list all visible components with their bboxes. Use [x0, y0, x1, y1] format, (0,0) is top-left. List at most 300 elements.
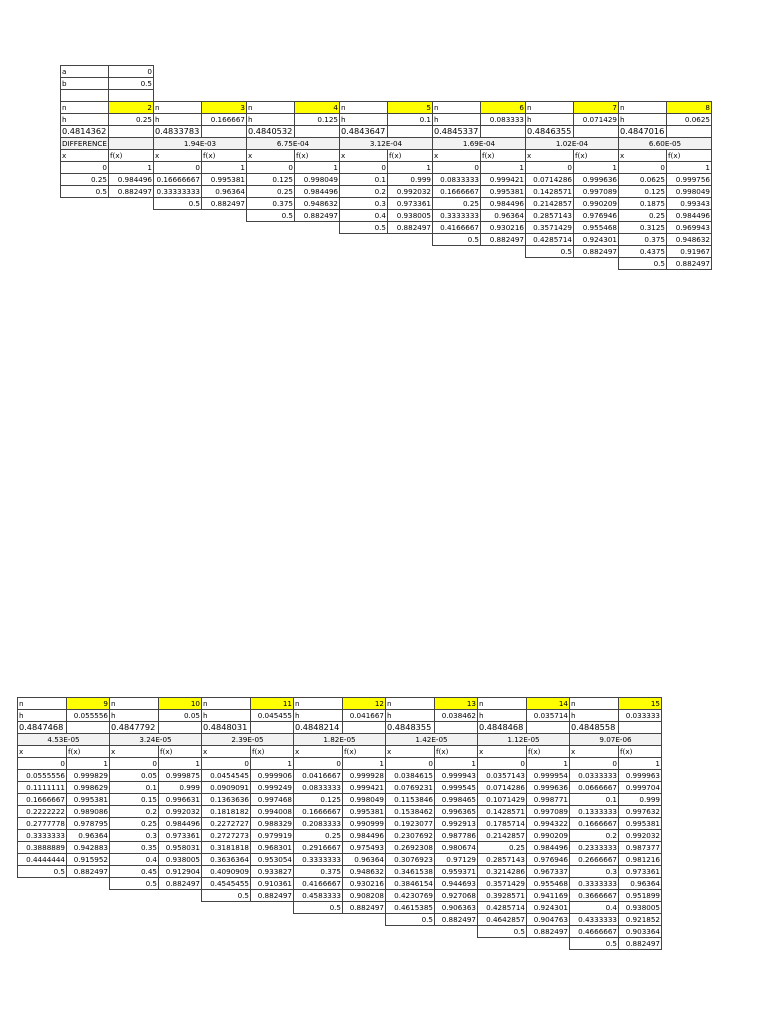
x-value: 0.3571429: [526, 222, 574, 234]
empty-cell: [109, 234, 154, 246]
fx-value: 0.999545: [435, 782, 478, 794]
fx-value: 0.91967: [667, 246, 712, 258]
x-value: 0: [294, 758, 343, 770]
fx-value: 0.930216: [481, 222, 526, 234]
empty-cell: [388, 78, 433, 90]
empty-cell: [202, 258, 247, 270]
fx-value: 1: [251, 758, 294, 770]
empty-cell: [154, 90, 202, 102]
fx-value: 0.951899: [619, 890, 662, 902]
empty-cell: [251, 902, 294, 914]
n-label: n: [526, 102, 574, 114]
fx-value: 0.994008: [251, 806, 294, 818]
difference-value: 9.07E-06: [570, 734, 662, 746]
fx-header: f(x): [343, 746, 386, 758]
x-header: x: [433, 150, 481, 162]
x-value: 0.2083333: [294, 818, 343, 830]
empty-cell: [67, 878, 110, 890]
fx-value: 0.984496: [481, 198, 526, 210]
fx-value: 0.998049: [667, 186, 712, 198]
fx-value: 0.998465: [435, 794, 478, 806]
empty-cell: [478, 938, 527, 950]
x-value: 0.1666667: [294, 806, 343, 818]
fx-value: 0.999421: [343, 782, 386, 794]
x-value: 0.0333333: [570, 770, 619, 782]
x-value: 0.2: [340, 186, 388, 198]
fx-value: 1: [109, 162, 154, 174]
result-value: 0.4848468: [478, 722, 527, 734]
x-value: 0.4: [570, 902, 619, 914]
x-value: 0.4285714: [526, 234, 574, 246]
fx-value: 0.882497: [159, 878, 202, 890]
empty-cell: [388, 246, 433, 258]
empty-cell: [202, 222, 247, 234]
fx-value: 0.997632: [619, 806, 662, 818]
empty-cell: [202, 234, 247, 246]
empty-cell: [202, 914, 251, 926]
x-value: 0.5: [154, 198, 202, 210]
empty-cell: [109, 198, 154, 210]
empty-cell: [481, 258, 526, 270]
x-value: 0.25: [619, 210, 667, 222]
fx-value: 0.96364: [202, 186, 247, 198]
fx-value: 0.948632: [343, 866, 386, 878]
fx-value: 1: [619, 758, 662, 770]
empty-cell: [294, 914, 343, 926]
empty-cell: [109, 246, 154, 258]
h-label: h: [18, 710, 67, 722]
fx-value: 0.96364: [343, 854, 386, 866]
fx-value: 0.998049: [295, 174, 340, 186]
empty-cell: [295, 78, 340, 90]
x-value: 0.4230769: [386, 890, 435, 902]
x-value: 0.5: [570, 938, 619, 950]
n-value: 11: [251, 698, 294, 710]
fx-header: f(x): [109, 150, 154, 162]
result-blank: [109, 126, 154, 138]
fx-value: 0.927068: [435, 890, 478, 902]
result-blank: [619, 722, 662, 734]
empty-cell: [18, 890, 67, 902]
x-value: 0.5: [247, 210, 295, 222]
x-value: 0.4642857: [478, 914, 527, 926]
x-value: 0.1785714: [478, 818, 527, 830]
fx-value: 0.999954: [527, 770, 570, 782]
fx-value: 1: [159, 758, 202, 770]
h-value: 0.1: [388, 114, 433, 126]
x-value: 0: [526, 162, 574, 174]
h-label: h: [340, 114, 388, 126]
empty-cell: [340, 66, 388, 78]
fx-header: f(x): [251, 746, 294, 758]
x-header: x: [202, 746, 251, 758]
x-value: 0.3571429: [478, 878, 527, 890]
empty-cell: [251, 926, 294, 938]
result-blank: [295, 126, 340, 138]
fx-value: 0.984496: [109, 174, 154, 186]
x-value: 0.25: [294, 830, 343, 842]
x-value: 0.25: [433, 198, 481, 210]
empty-cell: [667, 66, 712, 78]
empty-cell: [159, 914, 202, 926]
fx-value: 0.998049: [343, 794, 386, 806]
empty-cell: [435, 938, 478, 950]
empty-cell: [667, 78, 712, 90]
x-value: 0.1428571: [478, 806, 527, 818]
empty-cell: [154, 78, 202, 90]
x-value: 0.2333333: [570, 842, 619, 854]
result-value: 0.4847016: [619, 126, 667, 138]
empty-cell: [388, 66, 433, 78]
fx-value: 0.999943: [435, 770, 478, 782]
x-value: 0.0909091: [202, 782, 251, 794]
empty-cell: [110, 902, 159, 914]
empty-cell: [159, 926, 202, 938]
empty-cell: [526, 78, 574, 90]
x-value: 0.5: [18, 866, 67, 878]
result-blank: [251, 722, 294, 734]
fx-value: 0.984496: [159, 818, 202, 830]
h-label: h: [570, 710, 619, 722]
fx-value: 1: [574, 162, 619, 174]
x-value: 0.5: [386, 914, 435, 926]
fx-value: 0.882497: [295, 210, 340, 222]
difference-value: 1.82E-05: [294, 734, 386, 746]
h-value: 0.055556: [67, 710, 110, 722]
fx-value: 0.999636: [527, 782, 570, 794]
result-value: 0.4843647: [340, 126, 388, 138]
fx-value: 0.955468: [527, 878, 570, 890]
h-value: 0.041667: [343, 710, 386, 722]
fx-value: 0.903364: [619, 926, 662, 938]
empty-cell: [295, 234, 340, 246]
x-value: 0.1875: [619, 198, 667, 210]
fx-value: 0.938005: [619, 902, 662, 914]
x-value: 0.5: [61, 186, 109, 198]
difference-value: 3.24E-05: [110, 734, 202, 746]
fx-value: 1: [295, 162, 340, 174]
fx-value: 0.97129: [435, 854, 478, 866]
x-value: 0.3: [110, 830, 159, 842]
empty-cell: [619, 90, 667, 102]
x-value: 0.1: [570, 794, 619, 806]
empty-cell: [154, 222, 202, 234]
fx-header: f(x): [295, 150, 340, 162]
x-value: 0.3666667: [570, 890, 619, 902]
x-value: 0: [619, 162, 667, 174]
h-label: h: [202, 710, 251, 722]
empty-cell: [526, 66, 574, 78]
h-value: 0.038462: [435, 710, 478, 722]
result-blank: [388, 126, 433, 138]
h-value: 0.05: [159, 710, 202, 722]
empty-cell: [295, 246, 340, 258]
x-value: 0.4666667: [570, 926, 619, 938]
param-a-value: 0: [109, 66, 154, 78]
x-value: 0.5: [619, 258, 667, 270]
empty-cell: [247, 222, 295, 234]
param-b-value: 0.5: [109, 78, 154, 90]
h-label: h: [247, 114, 295, 126]
x-value: 0.25: [478, 842, 527, 854]
difference-value: 6.60E-05: [619, 138, 712, 150]
x-value: 0.0384615: [386, 770, 435, 782]
fx-value: 1: [481, 162, 526, 174]
fx-value: 0.999: [388, 174, 433, 186]
difference-blank: [109, 138, 154, 150]
fx-value: 0.984496: [667, 210, 712, 222]
h-label: h: [619, 114, 667, 126]
x-value: 0.1071429: [478, 794, 527, 806]
fx-value: 0.910361: [251, 878, 294, 890]
x-value: 0.375: [247, 198, 295, 210]
fx-value: 0.996631: [159, 794, 202, 806]
h-value: 0.083333: [481, 114, 526, 126]
empty-cell: [340, 246, 388, 258]
difference-value: 2.39E-05: [202, 734, 294, 746]
empty-cell: [110, 890, 159, 902]
n-label: n: [340, 102, 388, 114]
x-value: 0.4: [340, 210, 388, 222]
empty-cell: [435, 926, 478, 938]
fx-value: 0.995381: [481, 186, 526, 198]
x-value: 0.2916667: [294, 842, 343, 854]
result-blank: [574, 126, 619, 138]
fx-value: 1: [667, 162, 712, 174]
x-value: 0.1111111: [18, 782, 67, 794]
empty-cell: [202, 926, 251, 938]
fx-value: 0.999829: [67, 770, 110, 782]
result-blank: [667, 126, 712, 138]
x-value: 0.4166667: [294, 878, 343, 890]
empty-cell: [295, 90, 340, 102]
x-value: 0.3333333: [294, 854, 343, 866]
x-value: 0.4583333: [294, 890, 343, 902]
x-value: 0.2857143: [478, 854, 527, 866]
fx-value: 0.915952: [67, 854, 110, 866]
fx-value: 0.944693: [435, 878, 478, 890]
difference-value: 1.12E-05: [478, 734, 570, 746]
empty-cell: [574, 66, 619, 78]
empty-cell: [202, 90, 247, 102]
x-value: 0.3: [340, 198, 388, 210]
empty-cell: [340, 234, 388, 246]
x-value: 0.1923077: [386, 818, 435, 830]
fx-value: 0.999963: [619, 770, 662, 782]
x-value: 0.3076923: [386, 854, 435, 866]
n-value: 8: [667, 102, 712, 114]
result-value: 0.4848355: [386, 722, 435, 734]
x-value: 0.0357143: [478, 770, 527, 782]
n-value: 10: [159, 698, 202, 710]
empty-cell: [619, 66, 667, 78]
x-value: 0.3333333: [18, 830, 67, 842]
x-header: x: [526, 150, 574, 162]
empty-cell: [340, 78, 388, 90]
x-header: x: [154, 150, 202, 162]
h-label: h: [154, 114, 202, 126]
x-value: 0.25: [61, 174, 109, 186]
empty-cell: [61, 210, 109, 222]
x-value: 0.375: [294, 866, 343, 878]
x-value: 0: [247, 162, 295, 174]
x-value: 0.0714286: [478, 782, 527, 794]
fx-value: 0.981216: [619, 854, 662, 866]
x-header: x: [619, 150, 667, 162]
empty-cell: [433, 258, 481, 270]
fx-header: f(x): [667, 150, 712, 162]
fx-value: 1: [343, 758, 386, 770]
n-label: n: [202, 698, 251, 710]
x-value: 0.45: [110, 866, 159, 878]
x-value: 0.2777778: [18, 818, 67, 830]
empty-cell: [202, 78, 247, 90]
fx-value: 0.96364: [481, 210, 526, 222]
fx-value: 0.941169: [527, 890, 570, 902]
n-value: 15: [619, 698, 662, 710]
fx-value: 0.904763: [527, 914, 570, 926]
x-header: x: [110, 746, 159, 758]
x-value: 0.3: [570, 866, 619, 878]
fx-value: 0.999928: [343, 770, 386, 782]
empty-cell: [61, 234, 109, 246]
difference-value: 4.53E-05: [18, 734, 110, 746]
result-value: 0.4833783: [154, 126, 202, 138]
fx-value: 1: [435, 758, 478, 770]
empty-cell: [202, 66, 247, 78]
fx-value: 0.996365: [435, 806, 478, 818]
top-spreadsheet-region: [60, 65, 712, 270]
fx-value: 0.992032: [388, 186, 433, 198]
x-value: 0.125: [294, 794, 343, 806]
empty-cell: [61, 258, 109, 270]
fx-value: 0.995381: [343, 806, 386, 818]
fx-value: 0.973361: [619, 866, 662, 878]
fx-value: 0.994322: [527, 818, 570, 830]
h-value: 0.045455: [251, 710, 294, 722]
x-value: 0: [154, 162, 202, 174]
x-value: 0: [478, 758, 527, 770]
x-header: x: [247, 150, 295, 162]
x-value: 0.0666667: [570, 782, 619, 794]
fx-value: 0.984496: [295, 186, 340, 198]
x-value: 0.3928571: [478, 890, 527, 902]
fx-value: 0.882497: [481, 234, 526, 246]
fx-value: 0.882497: [67, 866, 110, 878]
x-value: 0.5: [478, 926, 527, 938]
n-value: 9: [67, 698, 110, 710]
empty-cell: [386, 926, 435, 938]
h-value: 0.035714: [527, 710, 570, 722]
empty-cell: [247, 90, 295, 102]
fx-value: 0.995381: [619, 818, 662, 830]
x-value: 0.4545455: [202, 878, 251, 890]
difference-label: DIFFERENCE: [62, 139, 107, 148]
difference-value: 1.94E-03: [154, 138, 247, 150]
x-value: 0.1666667: [18, 794, 67, 806]
x-value: 0.3636364: [202, 854, 251, 866]
x-header: x: [570, 746, 619, 758]
empty-cell: [481, 246, 526, 258]
x-value: 0.125: [247, 174, 295, 186]
x-value: 0.1363636: [202, 794, 251, 806]
h-value: 0.166667: [202, 114, 247, 126]
x-value: 0.3461538: [386, 866, 435, 878]
empty-cell: [110, 938, 159, 950]
fx-value: 0.979919: [251, 830, 294, 842]
x-value: 0.4090909: [202, 866, 251, 878]
bottom-blocks-table: [17, 697, 662, 950]
empty-cell: [527, 938, 570, 950]
empty-cell: [159, 902, 202, 914]
fx-value: 0.973361: [159, 830, 202, 842]
h-label: h: [294, 710, 343, 722]
difference-value: 1.69E-04: [433, 138, 526, 150]
x-value: 0.2: [570, 830, 619, 842]
fx-value: 0.987786: [435, 830, 478, 842]
empty-cell: [154, 210, 202, 222]
fx-value: 0.882497: [574, 246, 619, 258]
fx-value: 0.995381: [67, 794, 110, 806]
result-blank: [527, 722, 570, 734]
empty-cell: [574, 258, 619, 270]
fx-value: 0.930216: [343, 878, 386, 890]
empty-cell: [67, 902, 110, 914]
empty-cell: [251, 914, 294, 926]
x-value: 0.3888889: [18, 842, 67, 854]
x-value: 0.2272727: [202, 818, 251, 830]
fx-value: 0.998771: [527, 794, 570, 806]
empty-cell: [61, 198, 109, 210]
fx-value: 0.992913: [435, 818, 478, 830]
fx-header: f(x): [619, 746, 662, 758]
n-value: 12: [343, 698, 386, 710]
n-value: 4: [295, 102, 340, 114]
empty-cell: [109, 210, 154, 222]
fx-value: 0.882497: [388, 222, 433, 234]
x-value: 0.5: [294, 902, 343, 914]
n-label: n: [570, 698, 619, 710]
n-value: 7: [574, 102, 619, 114]
empty-cell: [388, 234, 433, 246]
empty-cell: [202, 246, 247, 258]
empty-cell: [18, 914, 67, 926]
empty-cell: [433, 246, 481, 258]
empty-cell: [481, 90, 526, 102]
x-value: 0.0833333: [433, 174, 481, 186]
x-value: 0.2307692: [386, 830, 435, 842]
result-blank: [435, 722, 478, 734]
x-value: 0.2692308: [386, 842, 435, 854]
x-value: 0.3125: [619, 222, 667, 234]
n-label: n: [61, 102, 109, 114]
empty-cell: [574, 78, 619, 90]
x-value: 0.3846154: [386, 878, 435, 890]
empty-cell: [340, 258, 388, 270]
fx-value: 0.882497: [435, 914, 478, 926]
fx-value: 0.99343: [667, 198, 712, 210]
x-value: 0.2727273: [202, 830, 251, 842]
fx-value: 0.969943: [667, 222, 712, 234]
x-value: 0.33333333: [154, 186, 202, 198]
x-value: 0.16666667: [154, 174, 202, 186]
empty-cell: [295, 222, 340, 234]
h-value: 0.0625: [667, 114, 712, 126]
x-header: x: [340, 150, 388, 162]
fx-value: 0.992032: [619, 830, 662, 842]
empty-cell: [251, 938, 294, 950]
fx-value: 0.882497: [202, 198, 247, 210]
